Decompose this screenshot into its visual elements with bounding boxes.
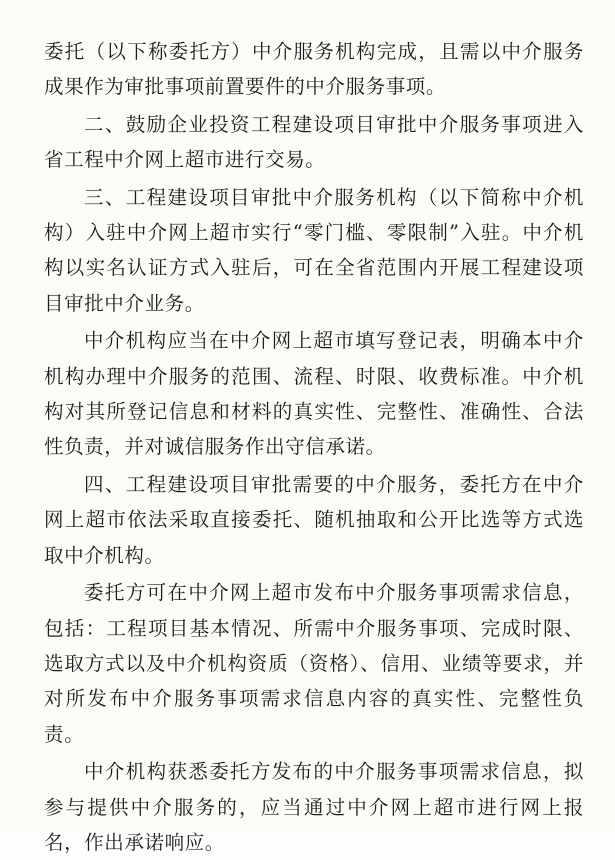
paragraph-item-4: 四、工程建设项目审批需要的中介服务，委托方在中介网上超市依法采取直接委托、随机抽取和公开比选等方式选取中介机构。 [44, 472, 584, 567]
paragraph-continuation: 委托（以下称委托方）中介服务机构完成，且需以中介服务成果作为审批事项前置要件的中介服务事项。 [44, 40, 584, 99]
paragraph-response: 中介机构获悉委托方发布的中介服务事项需求信息，拟参与提供中介服务的，应当通过中介网上超市进行网上报名，作出承诺响应。 [44, 760, 584, 854]
paragraph-item-3: 三、工程建设项目审批中介服务机构（以下简称中介机构）入驻中介网上超市实行“零门槛、零限制”入驻。中介机构以实名认证方式入驻后，可在全省范围内开展工程建设项目审批中介业务。 [44, 185, 584, 315]
paragraph-demand-info: 委托方可在中介网上超市发布中介服务事项需求信息，包括：工程项目基本情况、所需中介服务事项、完成时限、选取方式以及中介机构资质（资格）、信用、业绩等要求，并对所发布中介服务事项需求信息内容的真实性、完整性负责。 [44, 581, 584, 746]
document-body [44, 34, 584, 860]
paragraph-item-2: 二、鼓励企业投资工程建设项目审批中介服务事项进入省工程中介网上超市进行交易。 [44, 112, 584, 172]
paragraph-registration: 中介机构应当在中介网上超市填写登记表，明确本中介机构办理中介服务的范围、流程、时限、收费标准。中介机构对其所登记信息和材料的真实性、完整性、准确性、合法性负责，并对诚信服务作出守信承诺。 [44, 329, 584, 459]
